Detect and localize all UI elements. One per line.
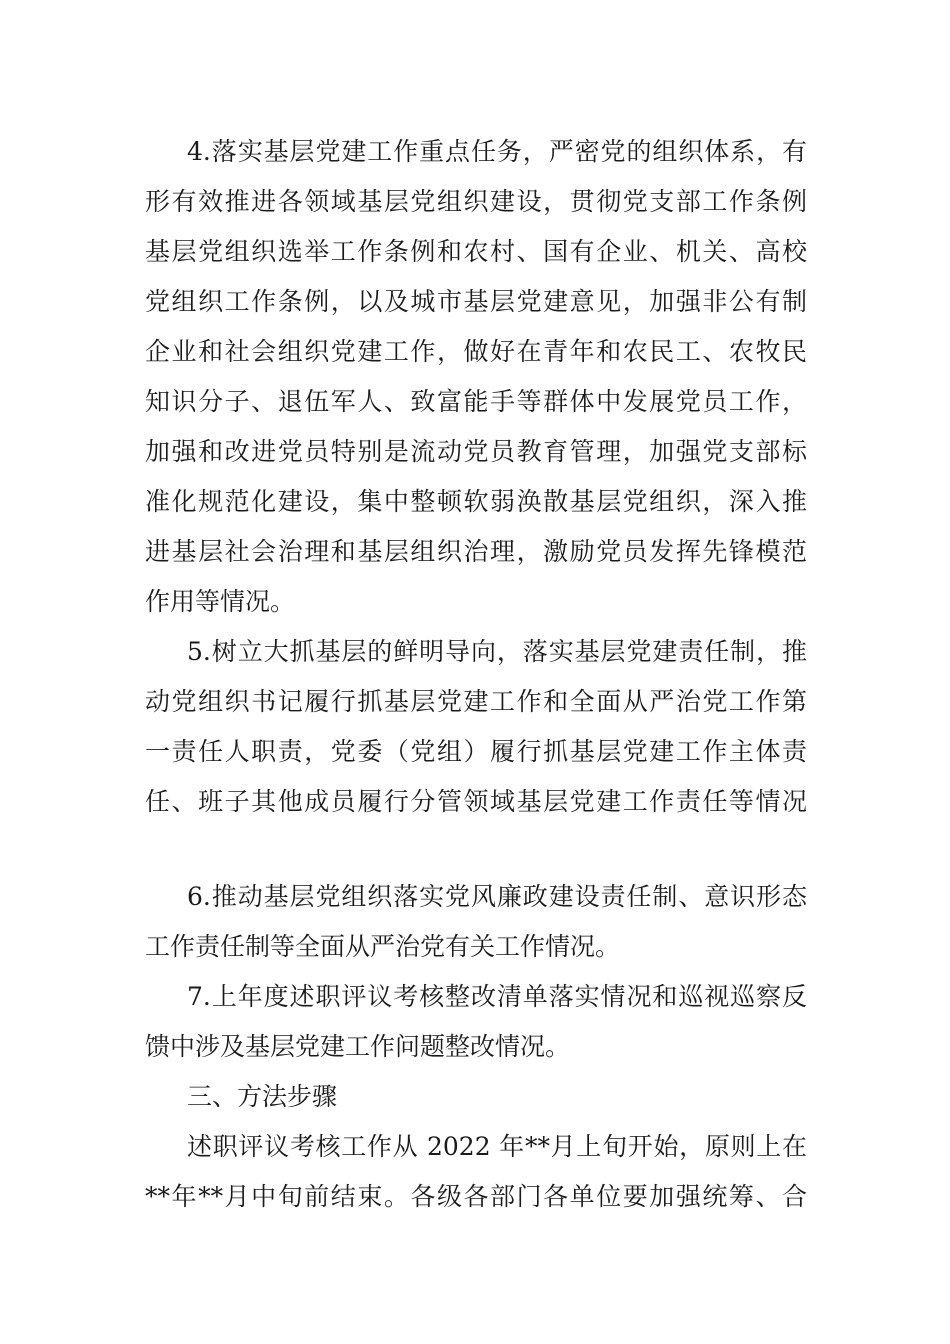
paragraph-5-line-4: 任、班子其他成员履行分管领域基层党建工作责任等情况 bbox=[145, 787, 807, 816]
paragraph-method-line-2: **年**月中旬前结束。各级各部门各单位要加强统筹、合 bbox=[145, 1182, 807, 1211]
paragraph-4-line-1: 4.落实基层党建工作重点任务，严密党的组织体系，有 bbox=[187, 137, 807, 166]
paragraph-5-line-3: 一责任人职责，党委（党组）履行抓基层党建工作主体责 bbox=[145, 737, 807, 766]
section-heading: 三、方法步骤 bbox=[187, 1082, 338, 1111]
paragraph-4-line-2: 形有效推进各领域基层党组织建设，贯彻党支部工作条例 bbox=[145, 187, 807, 216]
paragraph-4-line-8: 准化规范化建设，集中整顿软弱涣散基层党组织，深入推 bbox=[145, 487, 807, 516]
paragraph-4-line-10: 作用等情况。 bbox=[145, 587, 296, 616]
paragraph-6-line-2: 工作责任制等全面从严治党有关工作情况。 bbox=[145, 932, 621, 961]
paragraph-4-line-3: 基层党组织选举工作条例和农村、国有企业、机关、高校 bbox=[145, 237, 807, 266]
paragraph-5-line-1: 5.树立大抓基层的鲜明导向，落实基层党建责任制，推 bbox=[187, 637, 807, 666]
paragraph-5-line-2: 动党组织书记履行抓基层党建工作和全面从严治党工作第 bbox=[145, 687, 807, 716]
paragraph-4-line-9: 进基层社会治理和基层组织治理，激励党员发挥先锋模范 bbox=[145, 537, 807, 566]
paragraph-4-line-5: 企业和社会组织党建工作，做好在青年和农民工、农牧民 bbox=[145, 337, 807, 366]
paragraph-4-line-7: 加强和改进党员特别是流动党员教育管理，加强党支部标 bbox=[145, 437, 807, 466]
paragraph-6-line-1: 6.推动基层党组织落实党风廉政建设责任制、意识形态 bbox=[187, 882, 807, 911]
paragraph-4-line-6: 知识分子、退伍军人、致富能手等群体中发展党员工作， bbox=[145, 387, 807, 416]
paragraph-7-line-2: 馈中涉及基层党建工作问题整改情况。 bbox=[145, 1032, 571, 1061]
paragraph-7-line-1: 7.上年度述职评议考核整改清单落实情况和巡视巡察反 bbox=[187, 982, 807, 1011]
paragraph-4-line-4: 党组织工作条例，以及城市基层党建意见，加强非公有制 bbox=[145, 287, 807, 316]
paragraph-method-line-1: 述职评议考核工作从 2022 年**月上旬开始，原则上在 bbox=[187, 1132, 807, 1161]
